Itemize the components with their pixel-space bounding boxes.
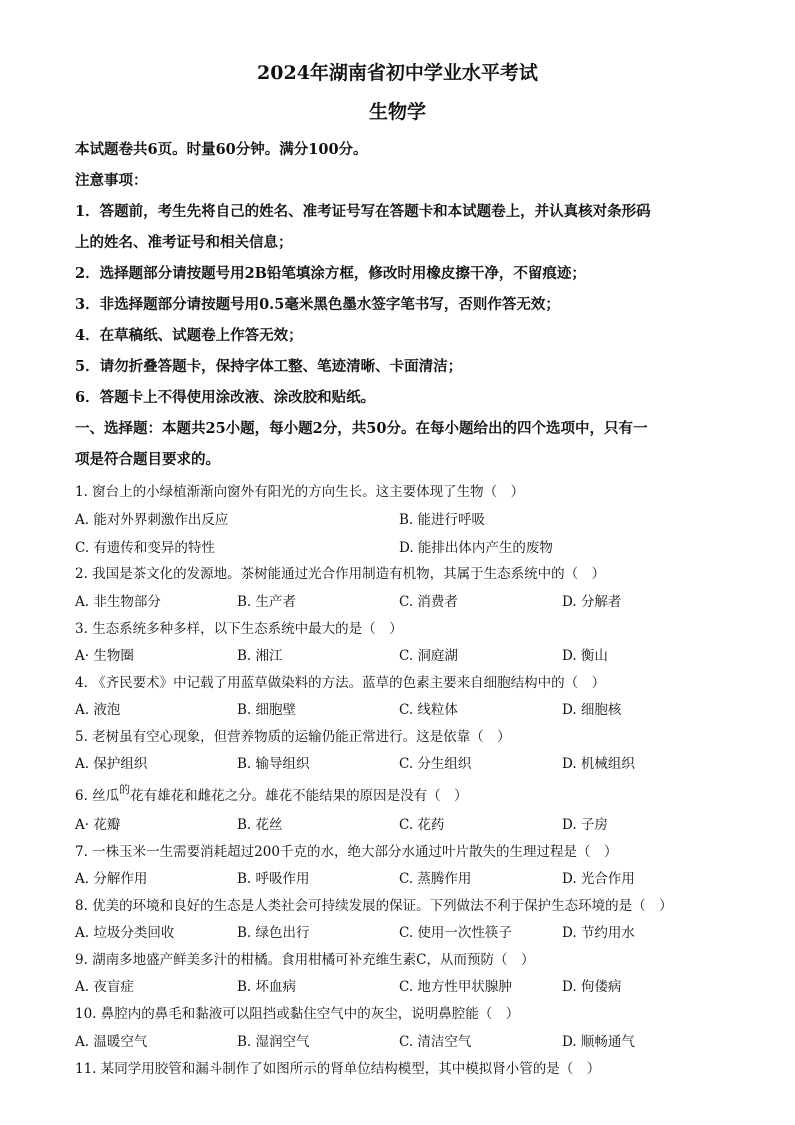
notice-item: 上的姓名、准考证号和相关信息； [75,234,293,251]
question-option: C. 线粒体 [399,702,458,718]
question-option: A. 液泡 [75,702,121,718]
notice-item: 3．非选择题部分请按题号用0.5毫米黑色墨水签字笔书写，否则作答无效； [75,296,560,313]
notice-item: 2．选择题部分请按题号用2B铅笔填涂方框，修改时用橡皮擦干净，不留痕迹； [75,265,586,282]
notice-item: 4．在草稿纸、试题卷上作答无效； [75,327,303,344]
question-option: A. 夜盲症 [75,979,134,995]
notice-item: 5．请勿折叠答题卡，保持字体工整、笔迹清晰、卡面清洁； [75,358,463,375]
question-option: A. 温暖空气 [75,1034,148,1050]
question-option: D. 衡山 [562,648,608,664]
question-option: C. 蒸腾作用 [399,871,472,887]
notice-item: 6．答题卡上不得使用涂改液、涂改胶和贴纸。 [75,389,376,406]
question-option: B. 输导组织 [237,756,310,772]
question-stem [75,784,468,804]
exam-intro: 本试题卷共6页。时量60分钟。满分100分。 [75,141,368,158]
question-option: C. 地方性甲状腺肿 [399,979,512,995]
question-option: B. 湘江 [237,648,283,664]
question-stem: 8. 优美的环境和良好的生态是人类社会可持续发展的保证。下列做法不利于保护生态环境的是（ ） [75,898,673,914]
question-stem: 9. 湖南多地盛产鲜美多汁的柑橘。食用柑橘可补充维生素C，从而预防（ ） [75,952,535,968]
question-stem-superscript: 的 [119,783,131,796]
question-stem: 1. 窗台上的小绿植渐渐向窗外有阳光的方向生长。这主要体现了生物（ ） [75,484,525,500]
question-option: D. 分解者 [562,594,622,610]
question-option: A· 生物圈 [75,648,134,664]
question-stem: 5. 老树虽有空心现象，但营养物质的运输仍能正常进行。这是依靠（ ） [75,729,511,745]
question-stem-part: 花有雄花和雌花之分。雄花不能结果的原因是没有（ ） [130,788,468,804]
question-option: B. 细胞壁 [237,702,297,718]
question-option: B. 湿润空气 [237,1034,310,1050]
question-option: A. 保护组织 [75,756,148,772]
notice-header: 注意事项： [75,172,148,189]
question-option: C. 洞庭湖 [399,648,458,664]
question-option: B. 花丝 [237,817,283,833]
question-stem: 2. 我国是茶文化的发源地。茶树能通过光合作用制造有机物，其属于生态系统中的（ ） [75,566,606,582]
question-option: A. 能对外界刺激作出反应 [75,512,229,528]
question-option: C. 分生组织 [399,756,472,772]
question-stem: 4. 《齐民要术》中记载了用蓝草做染料的方法。蓝草的色素主要来自细胞结构中的（ ） [75,675,606,691]
question-option: A. 分解作用 [75,871,148,887]
question-option: D. 佝偻病 [562,979,622,995]
question-stem-part: 6. 丝瓜 [75,788,120,804]
question-option: D. 机械组织 [562,756,635,772]
question-option: A. 垃圾分类回收 [75,925,175,941]
question-option: D. 能排出体内产生的废物 [399,540,553,556]
exam-title: 2024年湖南省初中学业水平考试 [257,62,538,84]
question-option: B. 呼吸作用 [237,871,310,887]
question-stem: 7. 一株玉米一生需要消耗超过200千克的水，绝大部分水通过叶片散失的生理过程是（ ） [75,844,618,860]
question-option: C. 消费者 [399,594,458,610]
exam-subject: 生物学 [368,101,426,123]
section-heading: 项是符合题目要求的。 [75,451,220,468]
question-option: B. 生产者 [237,594,297,610]
question-option: C. 清洁空气 [399,1034,472,1050]
question-option: A· 花瓣 [75,817,121,833]
question-option: D. 节约用水 [562,925,635,941]
question-stem: 10. 鼻腔内的鼻毛和黏液可以阻挡或黏住空气中的灰尘，说明鼻腔能（ ） [75,1006,520,1022]
question-option: C. 花药 [399,817,445,833]
question-stem: 3. 生态系统多种多样，以下生态系统中最大的是（ ） [75,621,403,637]
question-option: C. 使用一次性筷子 [399,925,512,941]
question-option: D. 细胞核 [562,702,622,718]
question-option: D. 顺畅通气 [562,1034,635,1050]
question-option: B. 能进行呼吸 [399,512,486,528]
question-option: B. 坏血病 [237,979,297,995]
question-option: B. 绿色出行 [237,925,310,941]
notice-item: 1．答题前，考生先将自己的姓名、准考证号写在答题卡和本试题卷上，并认真核对条形码 [75,203,651,220]
question-option: A. 非生物部分 [75,594,161,610]
question-stem: 11. 某同学用胶管和漏斗制作了如图所示的肾单位结构模型，其中模拟肾小管的是（ ） [75,1061,601,1077]
section-heading: 一、选择题：本题共25小题，每小题2分，共50分。在每小题给出的四个选项中，只有一 [75,420,648,437]
question-option: D. 光合作用 [562,871,635,887]
question-option: C. 有遗传和变异的特性 [75,540,215,556]
question-option: D. 子房 [562,817,608,833]
